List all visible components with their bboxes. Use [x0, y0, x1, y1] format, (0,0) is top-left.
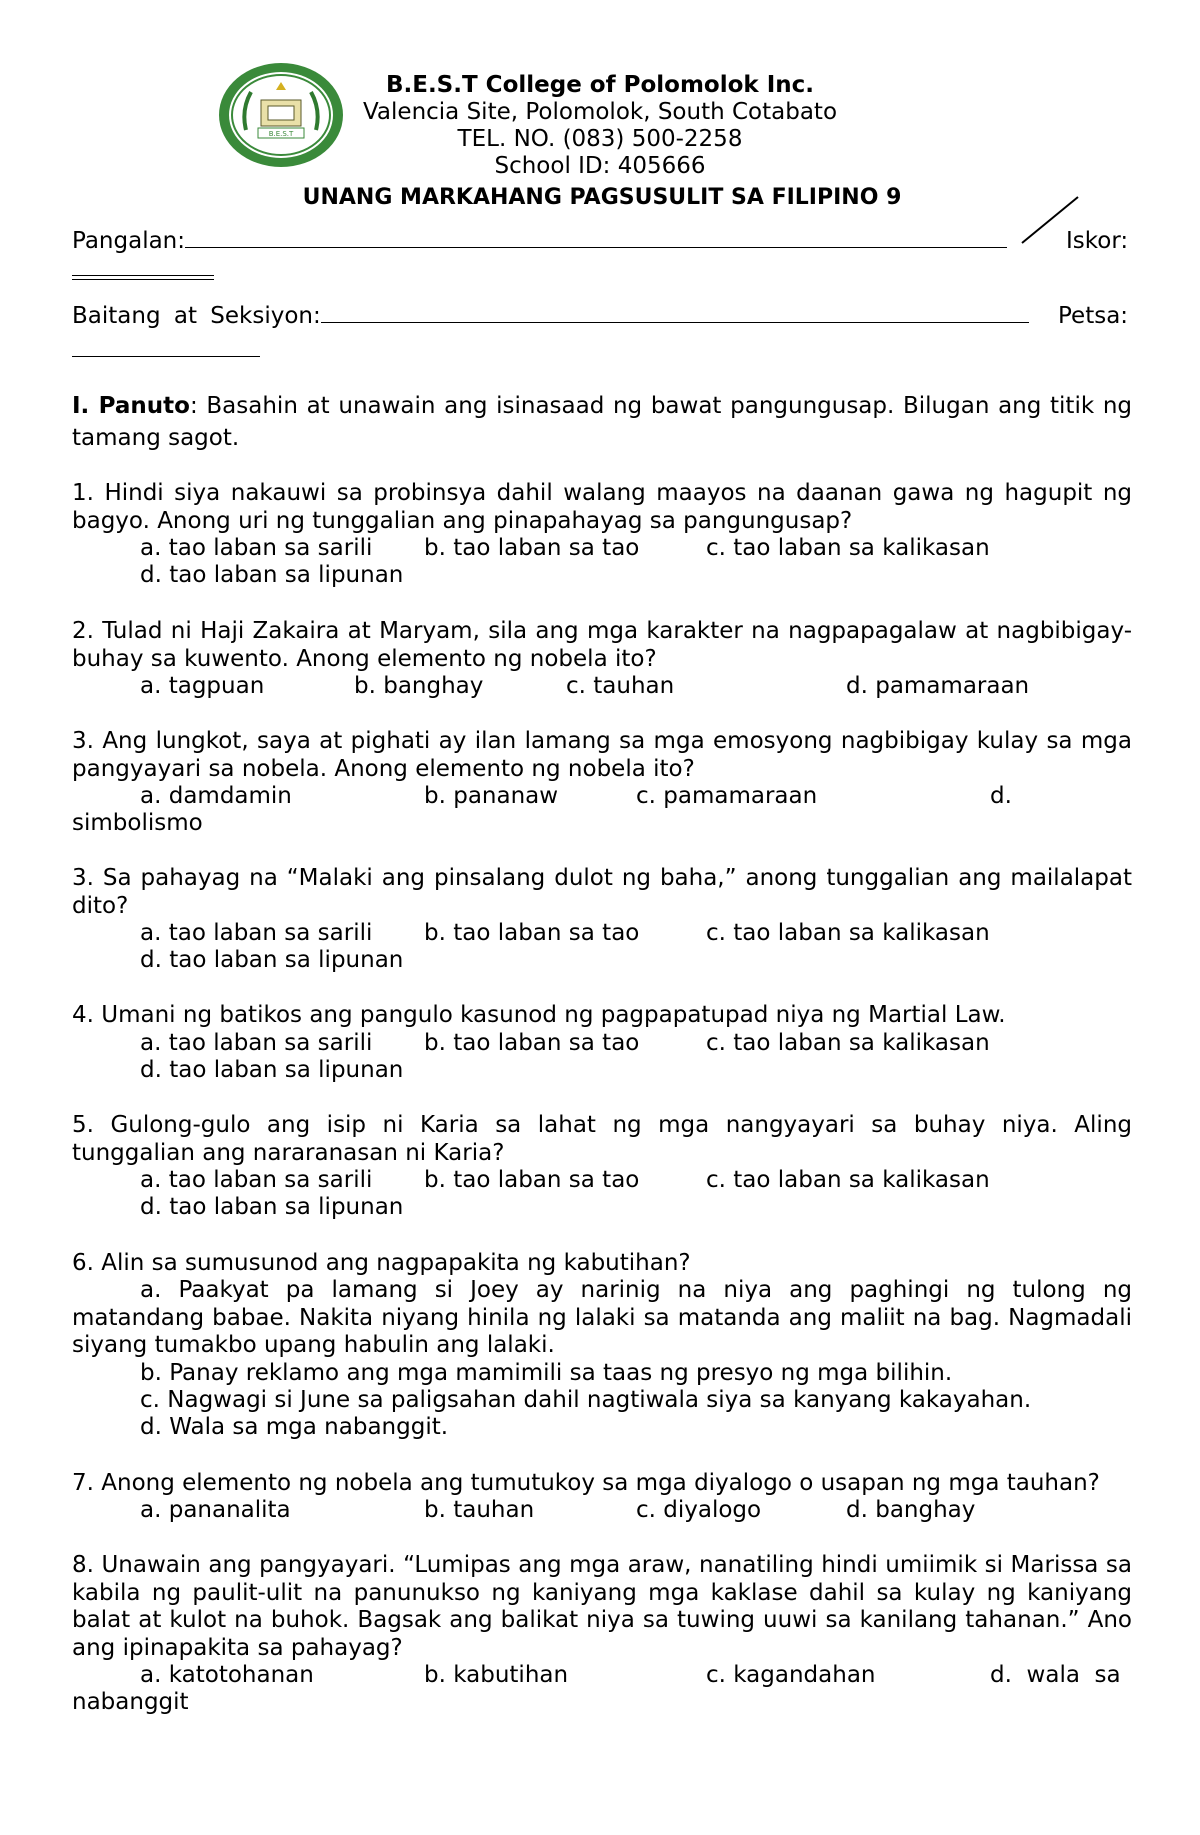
question-7-stem: 7. Anong elemento ng nobela ang tumutukoy sa mga diyalogo o usapan ng mga tauhan?: [72, 1470, 1100, 1496]
date-blank[interactable]: [72, 356, 260, 357]
q1-choice-b[interactable]: b. tao laban sa tao: [424, 535, 640, 561]
instructions-text: : Basahin at unawain ang isinasaad ng bawat pangungusap. Bilugan ang titik ng tamang sagot.: [72, 393, 1133, 451]
q8-choice-a[interactable]: a. katotohanan: [140, 1662, 314, 1688]
logo-inner-text: B.E.S.T: [268, 130, 294, 138]
question-3b-stem: 3. Sa pahayag na “Malaki ang pinsalang dulot ng baha,” anong tunggalian ang mailalapat dito?: [72, 865, 1132, 919]
q8-choice-b[interactable]: b. kabutihan: [424, 1662, 569, 1688]
q5-choice-c[interactable]: c. tao laban sa kalikasan: [706, 1167, 990, 1193]
school-tel: TEL. NO. (083) 500-2258: [457, 126, 743, 152]
q3b-choice-c[interactable]: c. tao laban sa kalikasan: [706, 920, 990, 946]
section-date-row: [72, 303, 1132, 329]
q2-choice-c[interactable]: c. tauhan: [566, 673, 675, 699]
instructions: [72, 390, 1132, 454]
q6-choice-a[interactable]: a. Paakyat pa lamang si Joey ay narinig na niya ang paghingi ng tulong ng matandang babae. Nakita niyang hinila ng lalaki sa matanda ang maliit na bag. Nagmadali siyang tumakbo upang habulin ang lalaki.: [72, 1277, 1132, 1358]
instructions-label: I. Panuto: [72, 393, 190, 419]
question-8-stem: 8. Unawain ang pangyayari. “Lumipas ang mga araw, nanatiling hindi umiimik si Marissa sa kabila ng paulit-ulit na panunukso ng kaniyang mga kaklase dahil sa kulay ng kaniyang balat at kulot na buhok. Bagsak ang balikat niya sa tuwing uuwi sa kanilang tahanan.” Ano ang ipinapakita sa pahayag?: [72, 1552, 1132, 1661]
q3b-choice-b[interactable]: b. tao laban sa tao: [424, 920, 640, 946]
q8-choice-c[interactable]: c. kagandahan: [706, 1662, 876, 1688]
q1-choice-a[interactable]: a. tao laban sa sarili: [140, 535, 373, 561]
question-3-stem: 3. Ang lungkot, saya at pighati ay ilan lamang sa mga emosyong nagbibigay kulay sa mga pangyayari sa nobela. Anong elemento ng nobela ito?: [72, 728, 1132, 782]
score-blank[interactable]: [72, 275, 214, 280]
q5-choice-d[interactable]: d. tao laban sa lipunan: [140, 1194, 404, 1220]
name-label: Pangalan:: [72, 228, 186, 254]
q5-choice-a[interactable]: a. tao laban sa sarili: [140, 1167, 373, 1193]
q2-choice-a[interactable]: a. tagpuan: [140, 673, 265, 699]
q7-choice-c[interactable]: c. diyalogo: [636, 1497, 762, 1523]
q2-choice-b[interactable]: b. banghay: [354, 673, 484, 699]
school-id: School ID: 405666: [494, 153, 706, 179]
q3-choice-d[interactable]: d.: [990, 783, 1012, 809]
name-score-row: [72, 228, 1132, 254]
question-5-stem: 5. Gulong-gulo ang isip ni Karia sa lahat ng mga nangyayari sa buhay niya. Aling tunggalian ang nararanasan ni Karia?: [72, 1112, 1132, 1166]
q1-choice-c[interactable]: c. tao laban sa kalikasan: [706, 535, 990, 561]
q3-choice-d-text: simbolismo: [72, 810, 203, 836]
q6-choice-b[interactable]: b. Panay reklamo ang mga mamimili sa taas ng presyo ng mga bilihin.: [140, 1360, 953, 1386]
school-address: Valencia Site, Polomolok, South Cotabato: [362, 99, 838, 125]
q1-choice-d[interactable]: d. tao laban sa lipunan: [140, 562, 404, 588]
q4-choice-d[interactable]: d. tao laban sa lipunan: [140, 1057, 404, 1083]
question-6-stem: 6. Alin sa sumusunod ang nagpapakita ng kabutihan?: [72, 1250, 691, 1276]
q5-choice-b[interactable]: b. tao laban sa tao: [424, 1167, 640, 1193]
section-label: Baitang at Seksiyon:: [72, 303, 321, 329]
q4-choice-c[interactable]: c. tao laban sa kalikasan: [706, 1030, 990, 1056]
exam-title: UNANG MARKAHANG PAGSUSULIT SA FILIPINO 9: [302, 185, 902, 210]
question-4-stem: 4. Umani ng batikos ang pangulo kasunod ng pagpapatupad niya ng Martial Law.: [72, 1002, 1006, 1028]
question-1-stem: 1. Hindi siya nakauwi sa probinsya dahil walang maayos na daanan gawa ng hagupit ng bagyo. Anong uri ng tunggalian ang pinapahayag sa pangungusap?: [72, 480, 1132, 534]
q6-choice-d[interactable]: d. Wala sa mga nabanggit.: [140, 1414, 449, 1440]
q4-choice-a[interactable]: a. tao laban sa sarili: [140, 1030, 373, 1056]
q2-choice-d[interactable]: d. pamamaraan: [846, 673, 1030, 699]
q3b-choice-d[interactable]: d. tao laban sa lipunan: [140, 947, 404, 973]
question-2-stem: 2. Tulad ni Haji Zakaira at Maryam, sila ang mga karakter na nagpapagalaw at nagbibigay-buhay sa kuwento. Anong elemento ng nobela ito?: [72, 618, 1132, 672]
date-label: Petsa:: [1058, 303, 1129, 329]
name-blank[interactable]: [185, 247, 1007, 248]
school-name: B.E.S.T College of Polomolok Inc.: [385, 72, 815, 98]
q7-choice-d[interactable]: d. banghay: [846, 1497, 976, 1523]
q8-choice-d-text: nabanggit: [72, 1689, 189, 1715]
q7-choice-b[interactable]: b. tauhan: [424, 1497, 535, 1523]
q3-choice-c[interactable]: c. pamamaraan: [636, 783, 818, 809]
score-label: Iskor:: [1066, 228, 1129, 254]
q4-choice-b[interactable]: b. tao laban sa tao: [424, 1030, 640, 1056]
q3-choice-b[interactable]: b. pananaw: [424, 783, 559, 809]
q3-choice-a[interactable]: a. damdamin: [140, 783, 292, 809]
q7-choice-a[interactable]: a. pananalita: [140, 1497, 291, 1523]
q8-choice-d[interactable]: d. wala sa: [990, 1662, 1121, 1688]
q6-choice-c[interactable]: c. Nagwagi si June sa paligsahan dahil nagtiwala siya sa kanyang kakayahan.: [140, 1387, 1032, 1413]
section-blank[interactable]: [321, 322, 1029, 323]
q3b-choice-a[interactable]: a. tao laban sa sarili: [140, 920, 373, 946]
